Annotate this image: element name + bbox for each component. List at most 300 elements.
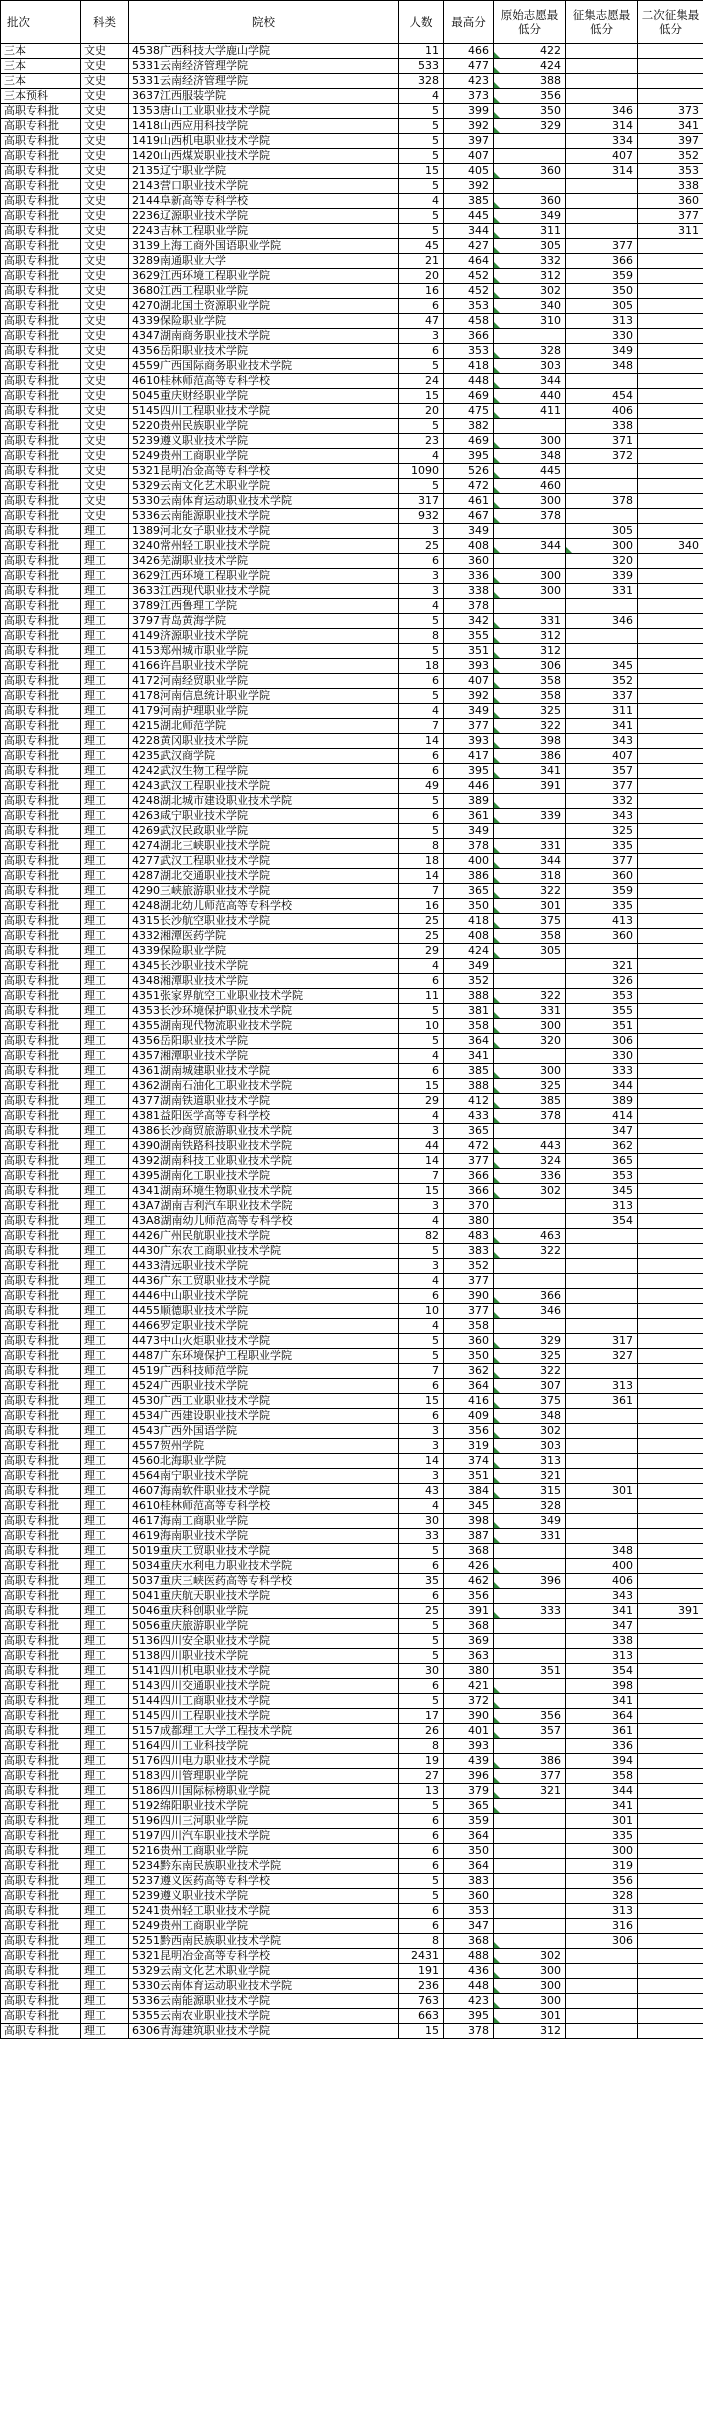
cell-max-score: 409	[444, 1409, 494, 1424]
cell-supplementary-min: 326	[566, 974, 638, 989]
cell-original-min: 331	[494, 1529, 566, 1544]
cell-count: 932	[399, 509, 444, 524]
cell-max-score: 477	[444, 59, 494, 74]
cell-second-supplementary-min	[638, 1379, 703, 1394]
cell-max-score: 461	[444, 494, 494, 509]
cell-school: 2144阜新高等专科学校	[129, 194, 399, 209]
cell-second-supplementary-min	[638, 1859, 703, 1874]
cell-school: 5037重庆三峡医药高等专科学校	[129, 1574, 399, 1589]
cell-original-min: 422	[494, 44, 566, 59]
cell-max-score: 360	[444, 1334, 494, 1349]
table-row	[1, 434, 703, 449]
table-row	[1, 704, 703, 719]
cell-supplementary-min: 378	[566, 494, 638, 509]
cell-subject: 理工	[81, 1049, 129, 1064]
cell-supplementary-min: 413	[566, 914, 638, 929]
cell-supplementary-min	[566, 2024, 638, 2039]
cell-count: 5	[399, 1244, 444, 1259]
table-row	[1, 1964, 703, 1979]
cell-school: 3789江西鲁理工学院	[129, 599, 399, 614]
cell-original-min: 313	[494, 1454, 566, 1469]
cell-max-score: 390	[444, 1289, 494, 1304]
cell-school: 5138四川职业技术学院	[129, 1649, 399, 1664]
cell-original-min	[494, 1589, 566, 1604]
cell-school: 4362湖南石油化工职业技术学院	[129, 1079, 399, 1094]
cell-subject: 理工	[81, 749, 129, 764]
cell-batch: 高职专科批	[1, 134, 81, 149]
table-row	[1, 404, 703, 419]
cell-count: 17	[399, 1709, 444, 1724]
cell-school: 4248湖北城市建设职业技术学院	[129, 794, 399, 809]
cell-count: 30	[399, 1514, 444, 1529]
cell-batch: 高职专科批	[1, 764, 81, 779]
cell-batch: 高职专科批	[1, 884, 81, 899]
cell-batch: 高职专科批	[1, 1964, 81, 1979]
cell-max-score: 452	[444, 284, 494, 299]
cell-supplementary-min	[566, 1529, 638, 1544]
cell-batch: 高职专科批	[1, 1079, 81, 1094]
cell-max-score: 382	[444, 419, 494, 434]
cell-second-supplementary-min: 340	[638, 539, 703, 554]
cell-supplementary-min: 346	[566, 104, 638, 119]
cell-count: 8	[399, 1934, 444, 1949]
cell-subject: 文史	[81, 359, 129, 374]
table-row	[1, 329, 703, 344]
cell-original-min: 378	[494, 1109, 566, 1124]
cell-original-min	[494, 1559, 566, 1574]
table-row	[1, 1409, 703, 1424]
cell-max-score: 389	[444, 794, 494, 809]
table-row	[1, 1634, 703, 1649]
cell-subject: 文史	[81, 179, 129, 194]
table-row	[1, 1139, 703, 1154]
cell-school: 4339保险职业学院	[129, 944, 399, 959]
cell-subject: 文史	[81, 389, 129, 404]
cell-second-supplementary-min	[638, 1514, 703, 1529]
cell-count: 14	[399, 734, 444, 749]
table-row	[1, 2024, 703, 2039]
cell-original-min	[494, 1814, 566, 1829]
table-row	[1, 59, 703, 74]
table-row	[1, 1949, 703, 1964]
cell-original-min: 348	[494, 449, 566, 464]
header-row	[1, 1, 703, 44]
cell-second-supplementary-min	[638, 239, 703, 254]
cell-second-supplementary-min	[638, 44, 703, 59]
cell-max-score: 342	[444, 614, 494, 629]
table-row	[1, 1889, 703, 1904]
cell-max-score: 439	[444, 1754, 494, 1769]
cell-subject: 理工	[81, 959, 129, 974]
cell-school: 4426广州民航职业技术学院	[129, 1229, 399, 1244]
cell-max-score: 360	[444, 1889, 494, 1904]
cell-max-score: 392	[444, 179, 494, 194]
cell-second-supplementary-min	[638, 1409, 703, 1424]
cell-count: 19	[399, 1754, 444, 1769]
cell-max-score: 395	[444, 764, 494, 779]
cell-batch: 高职专科批	[1, 674, 81, 689]
table-row	[1, 509, 703, 524]
cell-max-score: 353	[444, 1904, 494, 1919]
table-row	[1, 1094, 703, 1109]
table-row	[1, 719, 703, 734]
cell-supplementary-min: 300	[566, 1844, 638, 1859]
cell-second-supplementary-min	[638, 809, 703, 824]
cell-school: 4332湘潭医药学院	[129, 929, 399, 944]
table-row	[1, 239, 703, 254]
cell-second-supplementary-min	[638, 1499, 703, 1514]
cell-max-score: 399	[444, 104, 494, 119]
cell-batch: 高职专科批	[1, 1049, 81, 1064]
cell-max-score: 383	[444, 1874, 494, 1889]
cell-max-score: 369	[444, 1634, 494, 1649]
cell-supplementary-min	[566, 464, 638, 479]
table-row	[1, 1859, 703, 1874]
cell-second-supplementary-min	[638, 1589, 703, 1604]
cell-supplementary-min: 344	[566, 1784, 638, 1799]
cell-original-min: 302	[494, 1184, 566, 1199]
cell-batch: 高职专科批	[1, 524, 81, 539]
cell-subject: 理工	[81, 1739, 129, 1754]
cell-school: 4430广东农工商职业技术学院	[129, 1244, 399, 1259]
cell-max-score: 349	[444, 524, 494, 539]
cell-batch: 高职专科批	[1, 989, 81, 1004]
table-row	[1, 869, 703, 884]
cell-original-min	[494, 1544, 566, 1559]
cell-second-supplementary-min	[638, 269, 703, 284]
cell-count: 5	[399, 149, 444, 164]
cell-max-score: 366	[444, 1184, 494, 1199]
cell-batch: 高职专科批	[1, 1499, 81, 1514]
cell-batch: 高职专科批	[1, 869, 81, 884]
cell-second-supplementary-min	[638, 1964, 703, 1979]
cell-school: 2236辽源职业技术学院	[129, 209, 399, 224]
table-row	[1, 1844, 703, 1859]
cell-batch: 高职专科批	[1, 1859, 81, 1874]
header-supplementary-min: 征集志愿最低分	[566, 1, 638, 44]
cell-subject: 理工	[81, 794, 129, 809]
cell-batch: 高职专科批	[1, 1574, 81, 1589]
cell-supplementary-min	[566, 179, 638, 194]
cell-original-min: 391	[494, 779, 566, 794]
cell-count: 6	[399, 299, 444, 314]
cell-count: 5	[399, 479, 444, 494]
cell-count: 7	[399, 719, 444, 734]
cell-batch: 高职专科批	[1, 254, 81, 269]
cell-count: 5	[399, 824, 444, 839]
cell-school: 4487广东环境保护工程职业学院	[129, 1349, 399, 1364]
cell-second-supplementary-min	[638, 509, 703, 524]
cell-batch: 高职专科批	[1, 824, 81, 839]
cell-original-min	[494, 1799, 566, 1814]
cell-subject: 理工	[81, 884, 129, 899]
cell-supplementary-min: 306	[566, 1034, 638, 1049]
cell-batch: 高职专科批	[1, 2009, 81, 2024]
cell-second-supplementary-min	[638, 1529, 703, 1544]
table-row	[1, 884, 703, 899]
cell-original-min: 320	[494, 1034, 566, 1049]
table-row	[1, 1259, 703, 1274]
cell-count: 4	[399, 1214, 444, 1229]
cell-school: 4166许昌职业技术学院	[129, 659, 399, 674]
cell-batch: 高职专科批	[1, 239, 81, 254]
cell-school: 5157成都理工大学工程技术学院	[129, 1724, 399, 1739]
cell-count: 5	[399, 1334, 444, 1349]
cell-school: 5145四川工程职业技术学院	[129, 1709, 399, 1724]
cell-batch: 高职专科批	[1, 1589, 81, 1604]
cell-batch: 高职专科批	[1, 929, 81, 944]
cell-count: 4	[399, 1274, 444, 1289]
cell-max-score: 417	[444, 749, 494, 764]
cell-original-min	[494, 1904, 566, 1919]
cell-school: 3680江西工程职业学院	[129, 284, 399, 299]
cell-batch: 高职专科批	[1, 1709, 81, 1724]
cell-batch: 高职专科批	[1, 1604, 81, 1619]
cell-batch: 高职专科批	[1, 479, 81, 494]
cell-supplementary-min: 364	[566, 1709, 638, 1724]
cell-supplementary-min: 305	[566, 524, 638, 539]
cell-max-score: 384	[444, 1484, 494, 1499]
table-row	[1, 644, 703, 659]
cell-batch: 高职专科批	[1, 1754, 81, 1769]
cell-batch: 高职专科批	[1, 719, 81, 734]
cell-max-score: 349	[444, 824, 494, 839]
cell-school: 4524广西职业技术学院	[129, 1379, 399, 1394]
cell-subject: 文史	[81, 509, 129, 524]
cell-max-score: 392	[444, 689, 494, 704]
cell-subject: 理工	[81, 1394, 129, 1409]
cell-second-supplementary-min	[638, 704, 703, 719]
cell-count: 5	[399, 1619, 444, 1634]
cell-batch: 高职专科批	[1, 494, 81, 509]
cell-second-supplementary-min	[638, 1229, 703, 1244]
table-row	[1, 419, 703, 434]
cell-count: 15	[399, 164, 444, 179]
cell-subject: 理工	[81, 689, 129, 704]
cell-second-supplementary-min: 360	[638, 194, 703, 209]
cell-second-supplementary-min	[638, 1349, 703, 1364]
cell-second-supplementary-min	[638, 899, 703, 914]
cell-batch: 三本	[1, 44, 81, 59]
cell-original-min: 300	[494, 1964, 566, 1979]
cell-batch: 高职专科批	[1, 1904, 81, 1919]
cell-original-min: 344	[494, 854, 566, 869]
header-school: 院校	[129, 1, 399, 44]
cell-school: 1389河北女子职业技术学院	[129, 524, 399, 539]
cell-max-score: 345	[444, 1499, 494, 1514]
cell-original-min	[494, 1049, 566, 1064]
cell-second-supplementary-min	[638, 1184, 703, 1199]
cell-second-supplementary-min: 397	[638, 134, 703, 149]
cell-batch: 高职专科批	[1, 899, 81, 914]
cell-subject: 理工	[81, 1754, 129, 1769]
cell-original-min	[494, 1124, 566, 1139]
cell-batch: 高职专科批	[1, 224, 81, 239]
cell-subject: 理工	[81, 929, 129, 944]
cell-count: 5	[399, 224, 444, 239]
cell-max-score: 423	[444, 74, 494, 89]
table-row	[1, 1019, 703, 1034]
cell-subject: 文史	[81, 164, 129, 179]
cell-subject: 理工	[81, 1334, 129, 1349]
table-row	[1, 1514, 703, 1529]
cell-supplementary-min: 337	[566, 689, 638, 704]
cell-batch: 高职专科批	[1, 1439, 81, 1454]
cell-school: 4263咸宁职业技术学院	[129, 809, 399, 824]
cell-subject: 文史	[81, 404, 129, 419]
cell-count: 5	[399, 1874, 444, 1889]
cell-batch: 高职专科批	[1, 1694, 81, 1709]
cell-batch: 高职专科批	[1, 794, 81, 809]
cell-supplementary-min: 360	[566, 929, 638, 944]
cell-subject: 理工	[81, 569, 129, 584]
cell-max-score: 390	[444, 1709, 494, 1724]
cell-original-min: 325	[494, 1079, 566, 1094]
cell-count: 15	[399, 1184, 444, 1199]
cell-count: 24	[399, 374, 444, 389]
table-row	[1, 194, 703, 209]
cell-max-score: 426	[444, 1559, 494, 1574]
cell-second-supplementary-min	[638, 1394, 703, 1409]
cell-batch: 高职专科批	[1, 1649, 81, 1664]
cell-subject: 文史	[81, 104, 129, 119]
cell-second-supplementary-min	[638, 389, 703, 404]
cell-school: 4534广西建设职业技术学院	[129, 1409, 399, 1424]
cell-batch: 高职专科批	[1, 1229, 81, 1244]
cell-batch: 高职专科批	[1, 1379, 81, 1394]
cell-count: 4	[399, 1049, 444, 1064]
cell-school: 4433清远职业技术学院	[129, 1259, 399, 1274]
cell-original-min: 360	[494, 164, 566, 179]
cell-school: 4347湖南商务职业技术学院	[129, 329, 399, 344]
cell-subject: 文史	[81, 494, 129, 509]
table-row	[1, 164, 703, 179]
cell-count: 6	[399, 1679, 444, 1694]
cell-count: 6	[399, 809, 444, 824]
table-row	[1, 929, 703, 944]
cell-second-supplementary-min	[638, 329, 703, 344]
cell-subject: 理工	[81, 1844, 129, 1859]
cell-max-score: 378	[444, 2024, 494, 2039]
cell-count: 15	[399, 1394, 444, 1409]
cell-batch: 高职专科批	[1, 149, 81, 164]
table-row	[1, 1769, 703, 1784]
cell-original-min: 311	[494, 224, 566, 239]
cell-supplementary-min: 338	[566, 1634, 638, 1649]
cell-batch: 高职专科批	[1, 374, 81, 389]
cell-max-score: 365	[444, 1799, 494, 1814]
cell-school: 4243武汉工程职业技术学院	[129, 779, 399, 794]
cell-batch: 高职专科批	[1, 344, 81, 359]
cell-subject: 理工	[81, 1694, 129, 1709]
cell-subject: 文史	[81, 434, 129, 449]
cell-batch: 高职专科批	[1, 1484, 81, 1499]
cell-batch: 高职专科批	[1, 1364, 81, 1379]
cell-original-min: 303	[494, 359, 566, 374]
cell-max-score: 388	[444, 989, 494, 1004]
cell-second-supplementary-min	[638, 1454, 703, 1469]
cell-school: 2143营口职业技术学院	[129, 179, 399, 194]
cell-original-min	[494, 134, 566, 149]
cell-supplementary-min: 334	[566, 134, 638, 149]
cell-max-score: 366	[444, 1169, 494, 1184]
cell-second-supplementary-min	[638, 1289, 703, 1304]
cell-supplementary-min	[566, 1424, 638, 1439]
table-row	[1, 284, 703, 299]
cell-supplementary-min: 305	[566, 299, 638, 314]
cell-max-score: 351	[444, 644, 494, 659]
cell-second-supplementary-min	[638, 2024, 703, 2039]
cell-second-supplementary-min	[638, 344, 703, 359]
cell-school: 4153郑州城市职业学院	[129, 644, 399, 659]
header-count: 人数	[399, 1, 444, 44]
cell-supplementary-min: 407	[566, 749, 638, 764]
cell-subject: 理工	[81, 1769, 129, 1784]
cell-original-min: 302	[494, 284, 566, 299]
cell-max-score: 355	[444, 629, 494, 644]
cell-max-score: 392	[444, 119, 494, 134]
cell-supplementary-min: 320	[566, 554, 638, 569]
cell-supplementary-min	[566, 629, 638, 644]
cell-original-min: 329	[494, 1334, 566, 1349]
table-row	[1, 1199, 703, 1214]
cell-second-supplementary-min	[638, 1094, 703, 1109]
cell-second-supplementary-min	[638, 719, 703, 734]
cell-school: 4357湘潭职业技术学院	[129, 1049, 399, 1064]
cell-count: 5	[399, 1544, 444, 1559]
table-row	[1, 779, 703, 794]
cell-count: 7	[399, 1364, 444, 1379]
cell-original-min: 386	[494, 749, 566, 764]
cell-supplementary-min	[566, 509, 638, 524]
cell-count: 6	[399, 1559, 444, 1574]
cell-supplementary-min: 313	[566, 1379, 638, 1394]
cell-original-min: 386	[494, 1754, 566, 1769]
cell-school: 4557贺州学院	[129, 1439, 399, 1454]
cell-count: 3	[399, 1424, 444, 1439]
cell-original-min: 300	[494, 1019, 566, 1034]
cell-original-min: 300	[494, 494, 566, 509]
cell-count: 2431	[399, 1949, 444, 1964]
cell-supplementary-min	[566, 224, 638, 239]
table-row	[1, 464, 703, 479]
table-row	[1, 839, 703, 854]
table-row	[1, 1304, 703, 1319]
cell-supplementary-min: 353	[566, 1169, 638, 1184]
table-row	[1, 119, 703, 134]
cell-max-score: 365	[444, 1124, 494, 1139]
cell-batch: 高职专科批	[1, 974, 81, 989]
cell-max-score: 363	[444, 1649, 494, 1664]
cell-batch: 高职专科批	[1, 779, 81, 794]
cell-original-min	[494, 1649, 566, 1664]
cell-second-supplementary-min	[638, 1484, 703, 1499]
cell-supplementary-min: 377	[566, 239, 638, 254]
cell-supplementary-min: 371	[566, 434, 638, 449]
table-row	[1, 1559, 703, 1574]
cell-batch: 高职专科批	[1, 1889, 81, 1904]
cell-subject: 理工	[81, 1319, 129, 1334]
cell-subject: 理工	[81, 1529, 129, 1544]
cell-original-min	[494, 329, 566, 344]
cell-max-score: 395	[444, 2009, 494, 2024]
cell-batch: 高职专科批	[1, 1544, 81, 1559]
cell-batch: 高职专科批	[1, 959, 81, 974]
cell-subject: 文史	[81, 59, 129, 74]
cell-batch: 高职专科批	[1, 554, 81, 569]
cell-max-score: 362	[444, 1364, 494, 1379]
cell-count: 4	[399, 704, 444, 719]
